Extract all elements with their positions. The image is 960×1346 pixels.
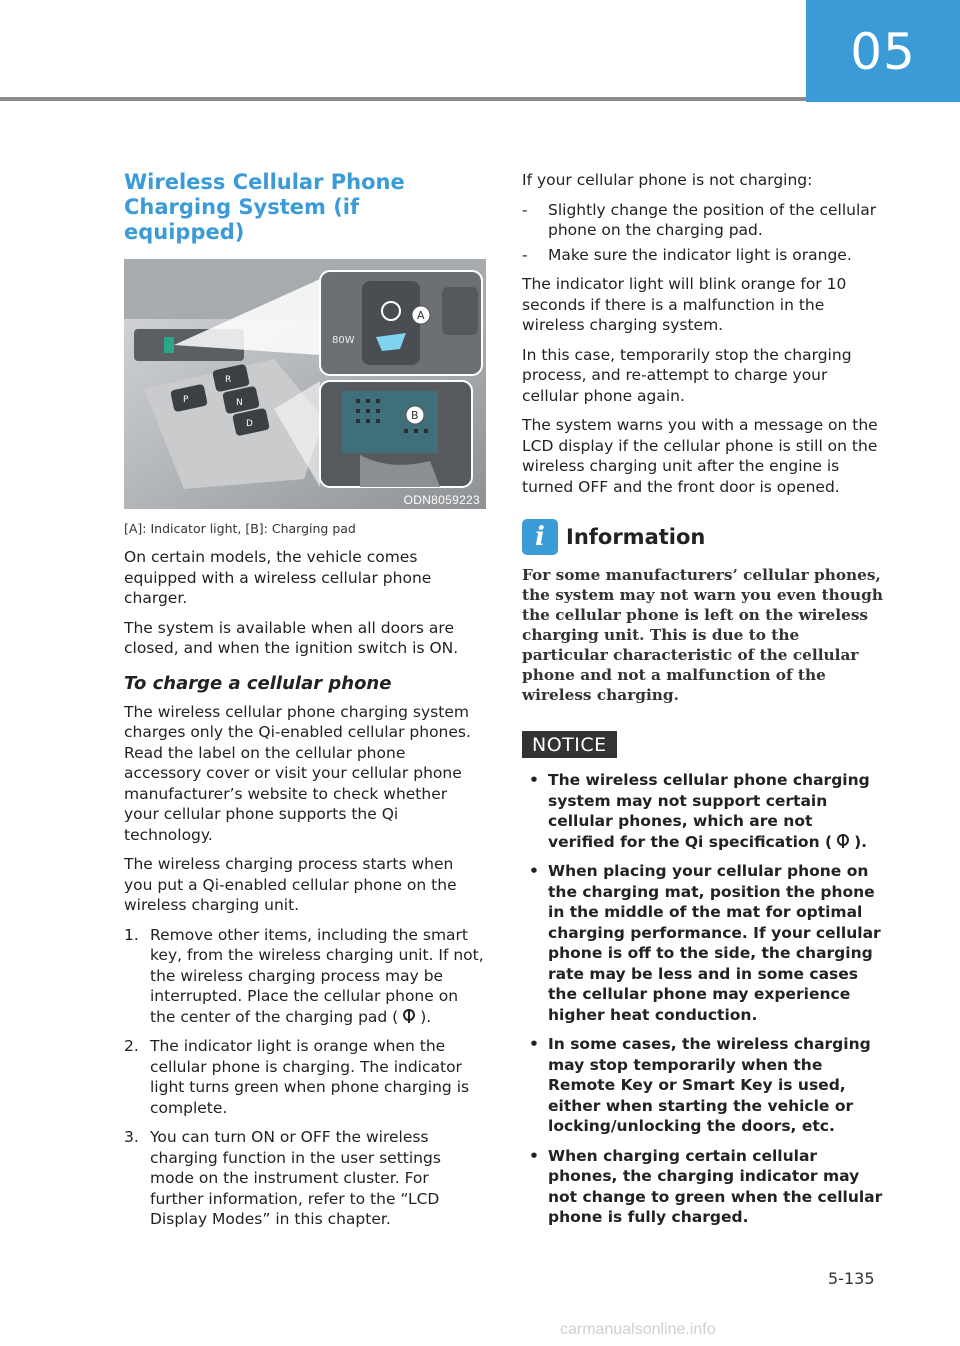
- shifter-d: D: [246, 419, 253, 429]
- bullet: •: [529, 771, 539, 789]
- list-item: [522, 861, 884, 1025]
- subheading: To charge a cellular phone: [124, 672, 392, 694]
- callout-a: A: [417, 309, 425, 322]
- step-text: You can turn ON or OFF the wireless charging function in the user settings mode on the instrument cluster. For further information, refer to the “LCD Display Modes” in this chapter.: [150, 1128, 441, 1228]
- qi-charging-icon: [836, 832, 850, 850]
- notice-text: When charging certain cellular phones, the charging indicator may not change to green when the cellular phone is fully charged.: [548, 1146, 883, 1226]
- list-item: [522, 1034, 884, 1137]
- list-item: [522, 770, 884, 852]
- pad-label: 80W: [332, 335, 355, 346]
- intro-paragraph-1: On certain models, the vehicle comes equipped with a wireless cellular phone charger.: [124, 548, 432, 607]
- dash-text: Make sure the indicator light is orange.: [548, 245, 852, 264]
- bullet: •: [529, 862, 539, 880]
- section-title: Wireless Cellular Phone Charging System (if equipped): [124, 170, 405, 244]
- list-item: [522, 1146, 884, 1228]
- dash-mark: -: [522, 245, 528, 264]
- left-column: [124, 170, 486, 1239]
- list-item: [124, 1036, 486, 1118]
- step-number: 1.: [124, 925, 139, 944]
- notice-text: When placing your cellular phone on the charging mat, position the phone in the middle of the mat for optimal charging performance. If your cellular phone is off to the side, the charging rate may be less and in some cases the cellular phone may experience higher heat conduction.: [548, 862, 881, 1024]
- steps-list: [124, 925, 486, 1230]
- shifter-n: N: [236, 398, 243, 408]
- list-item: [522, 200, 884, 241]
- charging-system-figure: [124, 259, 486, 509]
- intro-paragraph-2: The system is available when all doors are closed, and when the ignition switch is ON.: [124, 618, 459, 657]
- dash-text: Slightly change the position of the cellular phone on the charging pad.: [548, 200, 877, 239]
- information-header: [522, 519, 884, 555]
- list-item: [124, 1127, 486, 1230]
- shifter-p: P: [183, 395, 189, 405]
- shifter-r: R: [225, 375, 232, 385]
- process-paragraph: The wireless charging process starts when you put a Qi-enabled cellular phone on the wireless charging unit.: [124, 855, 457, 914]
- qi-charging-icon: [402, 1007, 416, 1025]
- console-illustration: [124, 259, 486, 509]
- step-text: The indicator light is orange when the cellular phone is charging. The indicator light turns green when phone charging is complete.: [150, 1037, 470, 1117]
- bullet: •: [529, 1035, 539, 1053]
- not-charging-intro: If your cellular phone is not charging:: [522, 171, 813, 189]
- notice-badge: NOTICE: [522, 731, 617, 758]
- list-item: [522, 245, 884, 266]
- dash-mark: -: [522, 200, 528, 219]
- callout-b: B: [411, 409, 419, 422]
- info-icon: i: [522, 519, 558, 555]
- notice-text: In some cases, the wireless charging may stop temporarily when the Remote Key or Smart Key is used, either when starting the vehicle or locking/unlocking the doors, etc.: [548, 1035, 871, 1135]
- notice-suffix: ).: [854, 832, 868, 851]
- step-suffix: ).: [420, 1007, 432, 1026]
- troubleshoot-list: [522, 200, 884, 266]
- step-text: Remove other items, including the smart key, from the wireless charging unit. If not, the wireless charging process may be interrupted. Place the cellular phone on the center of the charging pad (: [150, 925, 484, 1026]
- bullet: •: [529, 1146, 539, 1165]
- notice-text: The wireless cellular phone charging system may not support certain cellular phones, which are not verified for the Qi specification (: [548, 771, 870, 851]
- retry-paragraph: In this case, temporarily stop the charging process, and re-attempt to charge your cellular phone again.: [522, 345, 852, 405]
- header-rule: [0, 97, 806, 101]
- figure-caption: [A]: Indicator light, [B]: Charging pad: [124, 521, 356, 536]
- step-number: 3.: [124, 1128, 139, 1146]
- information-body: For some manufacturers’ cellular phones, the system may not warn you even though the cellular phone is left on the wireless charging unit. This is due to the particular characteristic of the cellular phone and not a malfunction of the wireless charging.: [522, 566, 883, 704]
- list-item: [124, 925, 486, 1028]
- watermark: carmanualsonline.info: [560, 1321, 716, 1338]
- chapter-tab: 05: [806, 0, 960, 102]
- information-title: Information: [566, 525, 706, 549]
- notice-list: [522, 770, 884, 1228]
- page-number: 5-135: [828, 1269, 875, 1288]
- right-column: [522, 170, 884, 1237]
- warning-paragraph: The system warns you with a message on the LCD display if the cellular phone is still on the wireless charging unit after the engine is turned OFF and the front door is opened.: [522, 416, 878, 496]
- blink-paragraph: The indicator light will blink orange for 10 seconds if there is a malfunction in the wireless charging system.: [522, 275, 847, 334]
- qi-paragraph: The wireless cellular phone charging system charges only the Qi-enabled cellular phones. Read the label on the cellular phone accessory cover or visit your cellular phone manufacturer’s website to check whether your cellular phone supports the Qi technology.: [124, 702, 471, 844]
- step-number: 2.: [124, 1037, 139, 1055]
- figure-code: ODN8059223: [403, 493, 480, 507]
